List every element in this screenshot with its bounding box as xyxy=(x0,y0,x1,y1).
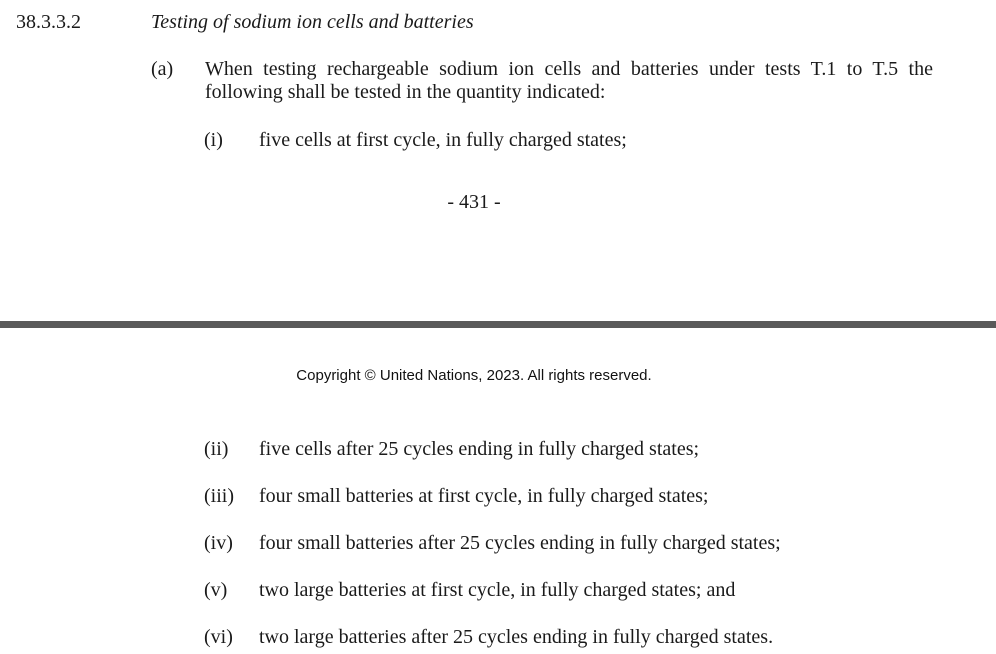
subitem-v-label: (v) xyxy=(204,579,228,601)
subitem-vi-text: two large batteries after 25 cycles ending in fully charged states. xyxy=(259,626,774,648)
page-divider xyxy=(0,321,996,328)
subitem-iv-label: (iv) xyxy=(204,532,233,554)
subitem-vi-label: (vi) xyxy=(204,626,233,648)
subitem-ii-label: (ii) xyxy=(204,438,229,460)
subitem-i-label: (i) xyxy=(204,129,223,151)
subitem-i-text: five cells at first cycle, in fully charged states; xyxy=(259,129,627,151)
subitem-iii-label: (iii) xyxy=(204,485,234,507)
section-title: Testing of sodium ion cells and batteries xyxy=(151,11,474,33)
item-a-text: When testing rechargeable sodium ion cells and batteries under tests T.1 to T.5 the following shall be tested in the quantity indicated: xyxy=(205,58,933,103)
subitem-v-text: two large batteries at first cycle, in fully charged states; and xyxy=(259,579,736,601)
copyright-notice: Copyright © United Nations, 2023. All rights reserved. xyxy=(296,367,652,384)
page-number: - 431 - xyxy=(447,191,501,213)
subitem-iii-text: four small batteries at first cycle, in fully charged states; xyxy=(259,485,709,507)
subitem-ii-text: five cells after 25 cycles ending in fully charged states; xyxy=(259,438,700,460)
section-number: 38.3.3.2 xyxy=(16,11,81,33)
subitem-iv-text: four small batteries after 25 cycles ending in fully charged states; xyxy=(259,532,781,554)
item-a-label: (a) xyxy=(151,58,174,80)
